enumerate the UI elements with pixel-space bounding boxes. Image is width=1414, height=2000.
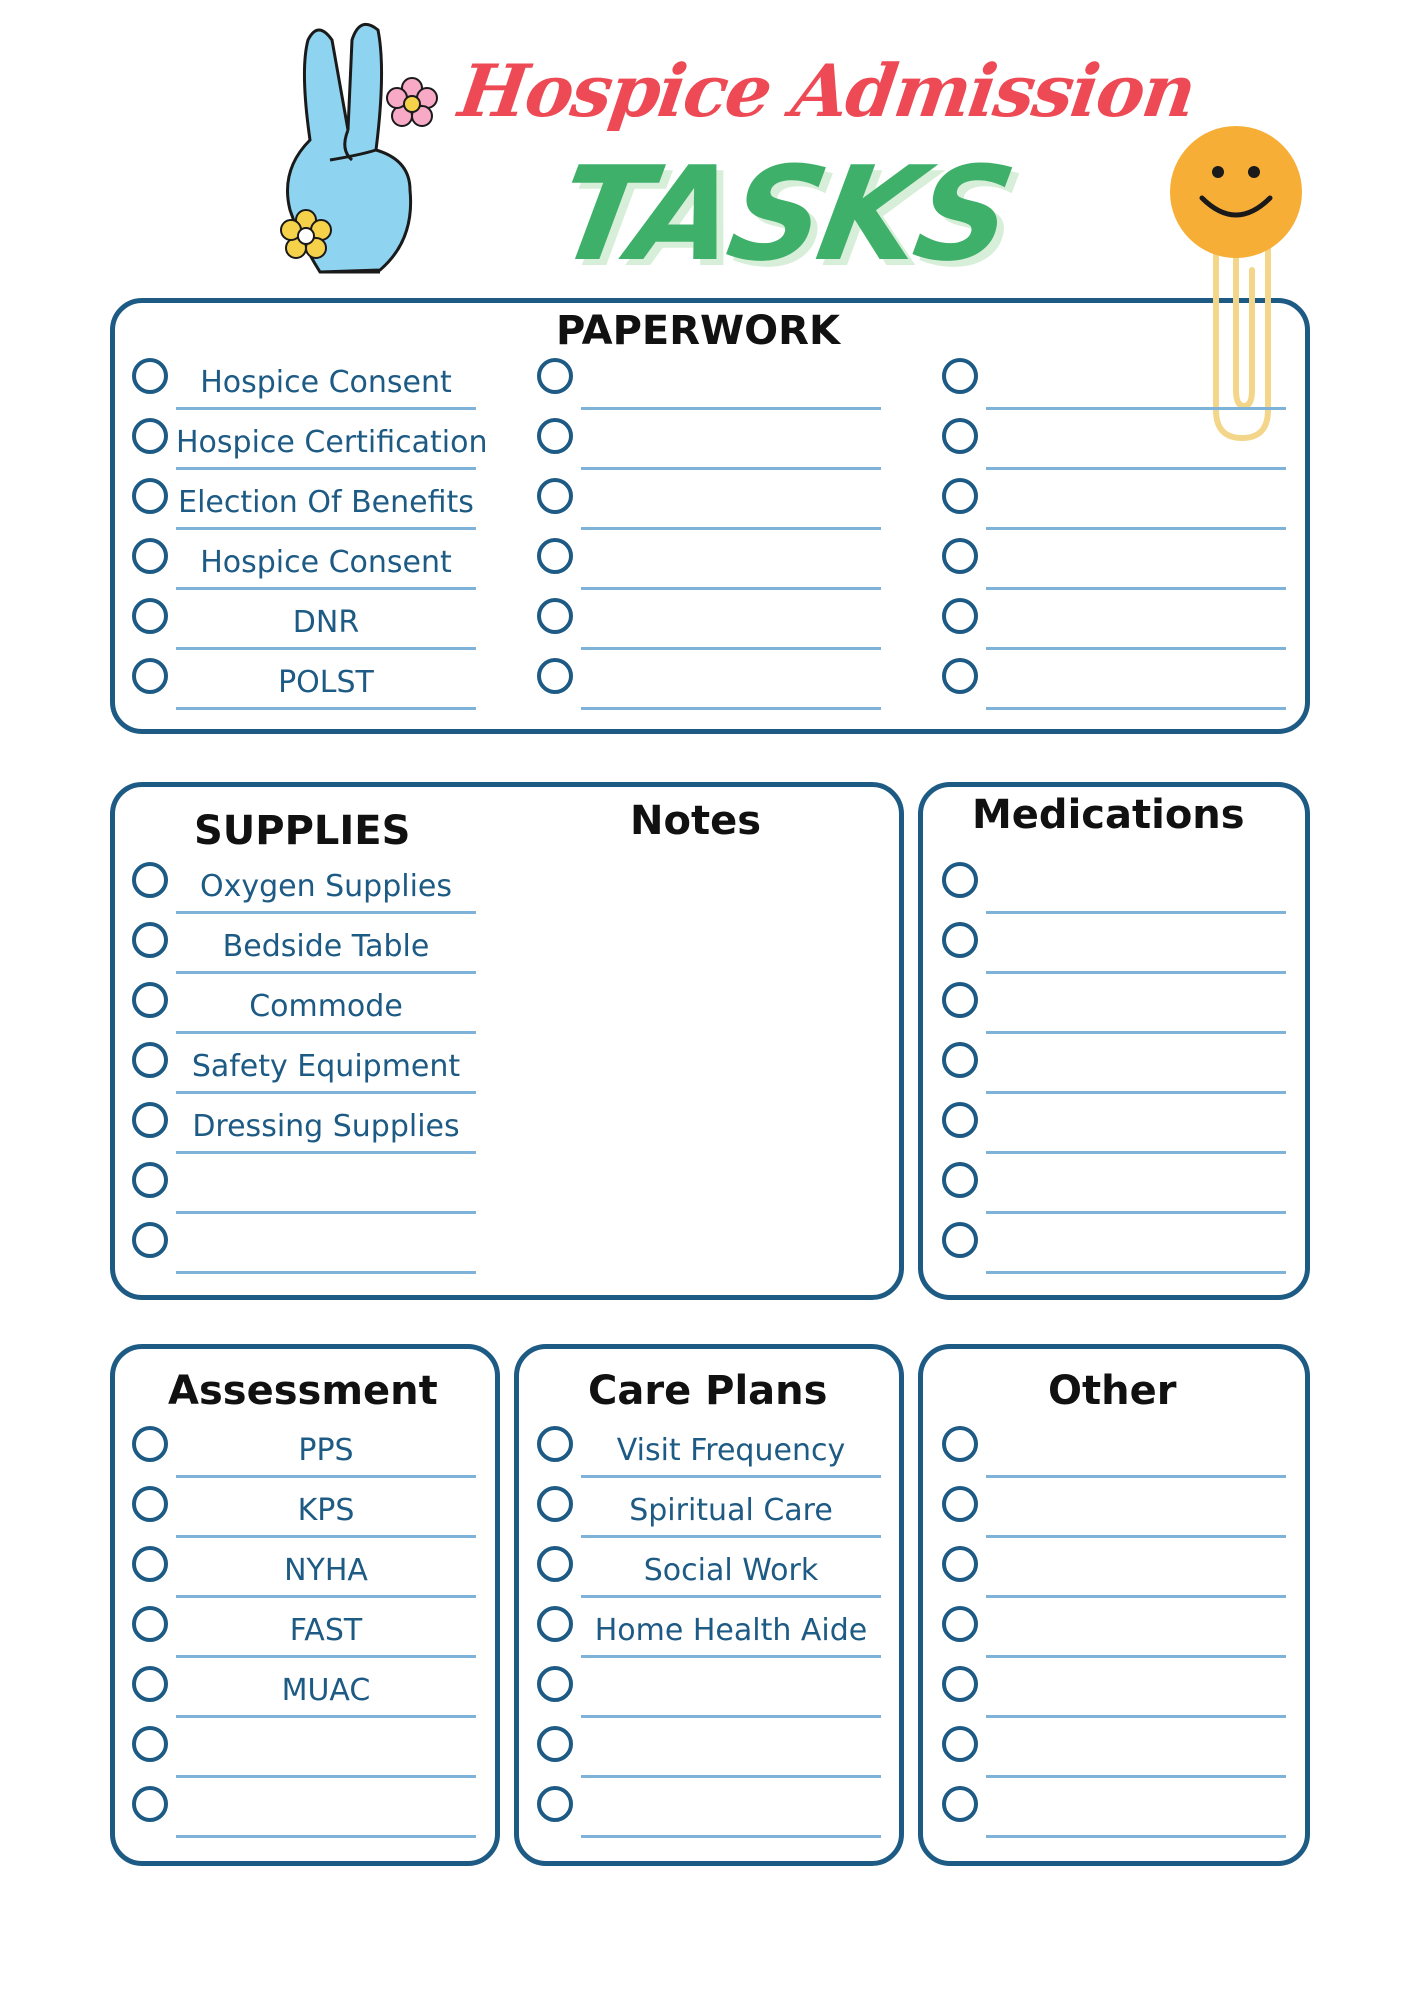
assessment-title: Assessment <box>168 1368 438 1414</box>
paperwork-checklist-row <box>132 350 476 410</box>
paperwork-checklist-row <box>537 470 881 530</box>
checkbox[interactable] <box>132 1666 168 1702</box>
smiley-face-icon <box>1166 122 1306 262</box>
checkbox[interactable] <box>132 922 168 958</box>
paperwork-checklist-row <box>537 350 881 410</box>
checklist-item-label: Election Of Benefits <box>178 485 474 520</box>
checkbox[interactable] <box>942 862 978 898</box>
checkbox[interactable] <box>132 1486 168 1522</box>
medications-checklist-row <box>942 1034 1286 1094</box>
supplies-checklist-row <box>132 914 476 974</box>
medications-checklist-row <box>942 1214 1286 1274</box>
write-in-line[interactable] <box>581 707 881 710</box>
medications-title: Medications <box>972 792 1245 838</box>
paperwork-checklist-row <box>132 590 476 650</box>
daisy-flower-icon <box>382 74 442 134</box>
supplies-checklist-row <box>132 1034 476 1094</box>
checkbox[interactable] <box>132 862 168 898</box>
paperwork-checklist-row <box>537 530 881 590</box>
checklist-item-label: FAST <box>289 1613 363 1648</box>
assessment-checklist-row <box>132 1658 476 1718</box>
checklist-item-label: Home Health Aide <box>594 1613 868 1648</box>
checkbox[interactable] <box>132 1786 168 1822</box>
checkbox[interactable] <box>537 1726 573 1762</box>
checkbox[interactable] <box>537 358 573 394</box>
write-in-line[interactable] <box>176 1835 476 1838</box>
notes-title: Notes <box>630 798 762 844</box>
other-checklist-row <box>942 1538 1286 1598</box>
checklist-item-label: Commode <box>249 989 403 1024</box>
other-checklist-row <box>942 1478 1286 1538</box>
checkbox[interactable] <box>537 1426 573 1462</box>
supplies-checklist-row <box>132 974 476 1034</box>
checklist-item-label: Hospice Consent <box>200 365 452 400</box>
checklist-item-label: POLST <box>278 665 374 700</box>
paperwork-title: PAPERWORK <box>556 308 840 354</box>
checklist-item-label: Hospice Certification <box>176 425 488 460</box>
checkbox[interactable] <box>537 538 573 574</box>
checkbox[interactable] <box>132 598 168 634</box>
checklist-item-label: KPS <box>297 1493 355 1528</box>
checkbox[interactable] <box>537 658 573 694</box>
assessment-checklist-row <box>132 1778 476 1838</box>
medications-checklist-row <box>942 914 1286 974</box>
medications-checklist-row <box>942 1094 1286 1154</box>
checkbox[interactable] <box>132 982 168 1018</box>
care-plans-checklist-row <box>537 1658 881 1718</box>
checklist-item-label: Visit Frequency <box>616 1433 846 1468</box>
checklist-item-label: DNR <box>292 605 360 640</box>
checkbox[interactable] <box>942 1222 978 1258</box>
checklist-item-label: PPS <box>298 1433 354 1468</box>
paperwork-checklist-row <box>537 590 881 650</box>
paperwork-checklist-row <box>942 530 1286 590</box>
checkbox[interactable] <box>942 982 978 1018</box>
checklist-item-label: Oxygen Supplies <box>199 869 453 904</box>
checkbox[interactable] <box>537 1486 573 1522</box>
checklist-item-label: Hospice Consent <box>200 545 452 580</box>
write-in-line[interactable] <box>581 1835 881 1838</box>
checkbox[interactable] <box>942 478 978 514</box>
write-in-line[interactable] <box>986 1271 1286 1274</box>
checkbox[interactable] <box>132 1606 168 1642</box>
assessment-checklist-row <box>132 1418 476 1478</box>
checklist-item-label: Bedside Table <box>222 929 430 964</box>
checkbox[interactable] <box>537 418 573 454</box>
supplies-checklist-row <box>132 1214 476 1274</box>
checkbox[interactable] <box>942 1606 978 1642</box>
checklist-item-label: Social Work <box>643 1553 819 1588</box>
checkbox[interactable] <box>942 418 978 454</box>
supplies-checklist-row <box>132 854 476 914</box>
paperwork-checklist-row <box>942 470 1286 530</box>
other-checklist-row <box>942 1658 1286 1718</box>
assessment-checklist-row <box>132 1598 476 1658</box>
title-script: Hospice Admission <box>454 48 1200 133</box>
checkbox[interactable] <box>537 1606 573 1642</box>
checkbox[interactable] <box>942 1546 978 1582</box>
checkbox[interactable] <box>132 1222 168 1258</box>
checklist-item-label: Spiritual Care <box>629 1493 833 1528</box>
checkbox[interactable] <box>537 1546 573 1582</box>
care-plans-checklist-row <box>537 1418 881 1478</box>
checkbox[interactable] <box>132 1726 168 1762</box>
checkbox[interactable] <box>942 1666 978 1702</box>
medications-checklist-row <box>942 974 1286 1034</box>
checkbox[interactable] <box>132 658 168 694</box>
medications-checklist-row <box>942 854 1286 914</box>
checkbox[interactable] <box>942 598 978 634</box>
assessment-checklist-row <box>132 1478 476 1538</box>
paperwork-checklist-row <box>132 410 488 470</box>
daisy-flower-icon <box>276 206 336 266</box>
checkbox[interactable] <box>537 1786 573 1822</box>
paperwork-checklist-row <box>132 470 476 530</box>
other-checklist-row <box>942 1598 1286 1658</box>
paperwork-checklist-row <box>942 650 1286 710</box>
checkbox[interactable] <box>942 358 978 394</box>
checkbox[interactable] <box>537 1666 573 1702</box>
assessment-checklist-row <box>132 1718 476 1778</box>
checkbox[interactable] <box>132 1102 168 1138</box>
checklist-item-label: Safety Equipment <box>191 1049 461 1084</box>
checklist-item-label: Dressing Supplies <box>192 1109 460 1144</box>
checkbox[interactable] <box>537 478 573 514</box>
checkbox[interactable] <box>132 418 168 454</box>
checkbox[interactable] <box>132 478 168 514</box>
checklist-item-label: NYHA <box>284 1553 368 1588</box>
care-plans-checklist-row <box>537 1598 881 1658</box>
checkbox[interactable] <box>537 598 573 634</box>
checkbox[interactable] <box>942 658 978 694</box>
paperwork-checklist-row <box>942 350 1286 410</box>
care-plans-checklist-row <box>537 1718 881 1778</box>
paperwork-checklist-row <box>132 650 476 710</box>
care-plans-checklist-row <box>537 1538 881 1598</box>
other-checklist-row <box>942 1718 1286 1778</box>
checkbox[interactable] <box>942 1486 978 1522</box>
supplies-title: SUPPLIES <box>194 808 411 854</box>
checkbox[interactable] <box>942 922 978 958</box>
care-plans-title: Care Plans <box>588 1368 828 1414</box>
write-in-line[interactable] <box>986 1835 1286 1838</box>
checkbox[interactable] <box>942 1042 978 1078</box>
write-in-line[interactable] <box>176 707 476 710</box>
paperwork-checklist-row <box>132 530 476 590</box>
paperwork-checklist-row <box>942 410 1286 470</box>
paperwork-checklist-row <box>942 590 1286 650</box>
care-plans-checklist-row <box>537 1778 881 1838</box>
care-plans-checklist-row <box>537 1478 881 1538</box>
checkbox[interactable] <box>942 1786 978 1822</box>
checkbox[interactable] <box>132 1546 168 1582</box>
checkbox[interactable] <box>132 1042 168 1078</box>
checkbox[interactable] <box>132 538 168 574</box>
page-title: TASKS <box>546 138 1021 290</box>
checkbox[interactable] <box>132 358 168 394</box>
paperwork-checklist-row <box>537 410 881 470</box>
checkbox[interactable] <box>942 1726 978 1762</box>
other-title: Other <box>1048 1368 1177 1414</box>
checkbox[interactable] <box>942 1162 978 1198</box>
medications-checklist-row <box>942 1154 1286 1214</box>
write-in-line[interactable] <box>986 707 1286 710</box>
checkbox[interactable] <box>132 1162 168 1198</box>
checkbox[interactable] <box>942 1426 978 1462</box>
supplies-checklist-row <box>132 1154 476 1214</box>
paperwork-checklist-row <box>537 650 881 710</box>
checkbox[interactable] <box>132 1426 168 1462</box>
checklist-item-label: MUAC <box>281 1673 371 1708</box>
other-checklist-row <box>942 1778 1286 1838</box>
assessment-checklist-row <box>132 1538 476 1598</box>
checkbox[interactable] <box>942 1102 978 1138</box>
checkbox[interactable] <box>942 538 978 574</box>
other-checklist-row <box>942 1418 1286 1478</box>
write-in-line[interactable] <box>176 1271 476 1274</box>
supplies-checklist-row <box>132 1094 476 1154</box>
